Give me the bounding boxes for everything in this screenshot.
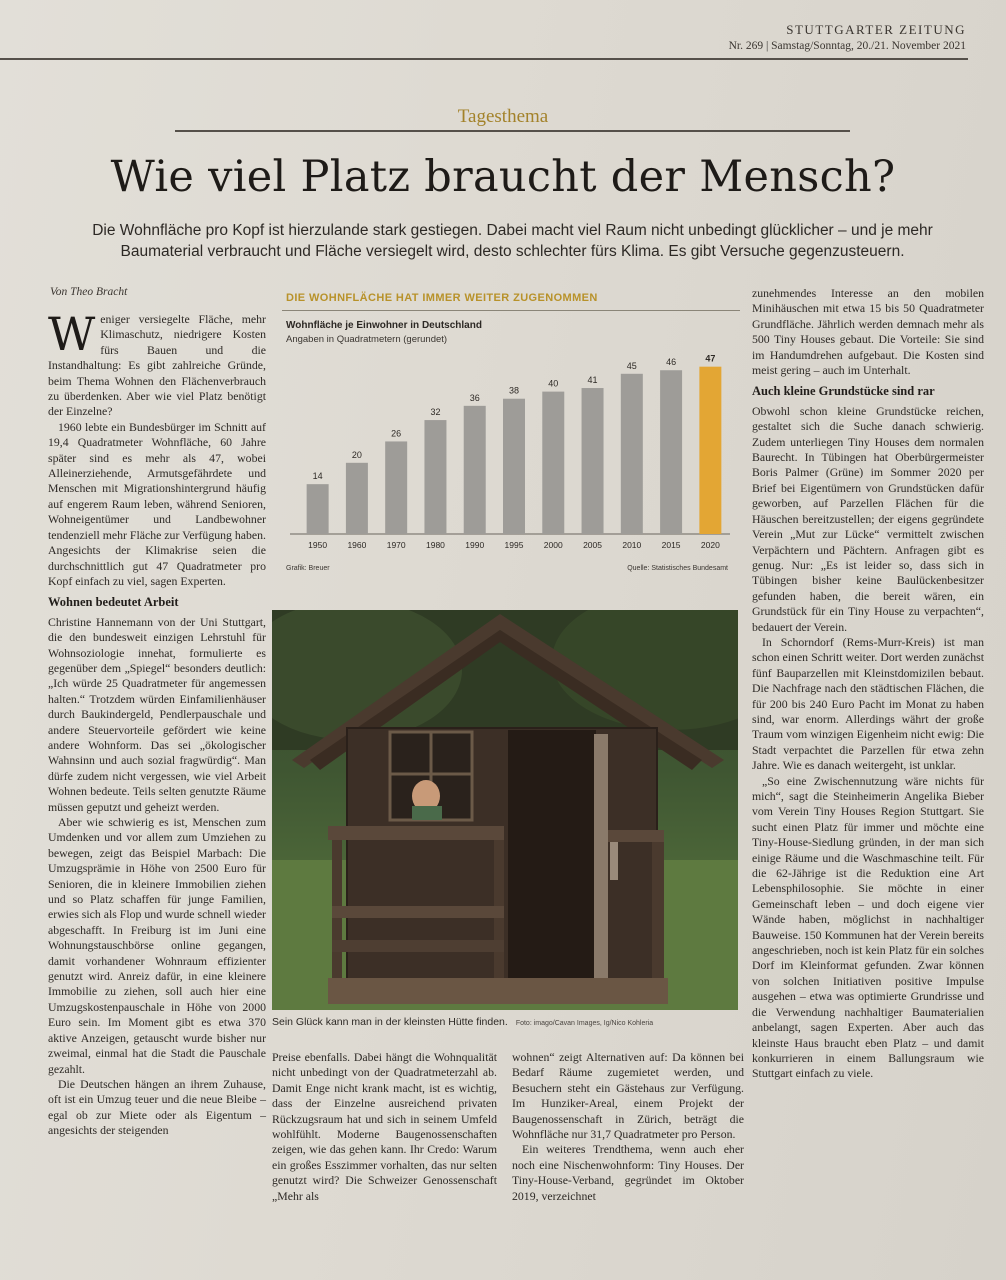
chart-tick-label-2015: 2015: [661, 540, 681, 550]
caption-text: Sein Glück kann man in der kleinsten Hütte finden.: [272, 1016, 508, 1028]
section-kicker: Tagesthema: [457, 106, 549, 127]
chart-bar-2020: [699, 367, 721, 534]
chart-data-label-2005: 41: [587, 375, 598, 386]
chart-data-label-1950: 14: [312, 471, 323, 482]
photo-caption: [272, 1016, 738, 1028]
subheading: Wohnen bedeutet Arbeit: [48, 595, 179, 610]
chart-data-label-1980: 32: [430, 407, 441, 418]
bar-chart: [282, 290, 740, 580]
chart-bar-1960: [346, 463, 368, 534]
paragraph: Obwohl schon kleine Grundstücke reichen, gestaltet sich die Suche danach schwierig. Zudem unterliegen Tiny Houses dem normalen Baurecht. In Tübingen hat Oberbürgermeister Boris Palmer (Grüne) im Sommer 2020 per Brief bei Eigentümern von Grundstücken dafür geworben, auf Parzellen Flächen für die Häuschen bereitzustellen; der eigens gegründete Verein „Mut zur Lücke“ vermittelt zwischen Verpächtern und Pächtern. Anfragen gibt es genug. Nur: „Es ist leider so, dass sich in Tübingen bisher keine Baulückenbesitzer gefunden haben, die bereit wären, ein Grundstück für ein Tiny House zu verpachten“, bedauert der Verein.: [752, 403, 984, 634]
chart-data-label-2015: 46: [666, 357, 677, 368]
chart-tick-label-2010: 2010: [622, 540, 642, 550]
article-column-4: [752, 286, 984, 1082]
paragraph: In Schorndorf (Rems-Murr-Kreis) ist man schon einen Schritt weiter. Dort werden zunächst fünf Bauparzellen mit Kleinstdomizilen bebaut. Die Nachfrage nach den städtischen Flächen, die für 200 bis 240 Euro Pacht im Monat zu haben sind, war enorm. Allerdings währt der große Traum vom winzigen Eigenheim nicht ewig: Die Stadt verpachtet die Parzellen für etwa zehn Jahre. Wie es danach weitergeht, ist unklar.: [752, 634, 984, 773]
paper-name: STUTTGARTER ZEITUNG: [786, 22, 966, 37]
chart-bar-1950: [307, 484, 329, 534]
chart-data-label-2010: 45: [626, 360, 637, 371]
drop-cap: W: [48, 307, 96, 361]
kicker-rule: [175, 130, 850, 132]
playhouse-illustration: [272, 610, 738, 1010]
chart-tick-label-1995: 1995: [504, 540, 524, 550]
headline: Wie viel Platz braucht der Mensch?: [110, 152, 896, 202]
paragraph: Aber wie schwierig es ist, Menschen zum Umdenken und vor allem zum Umziehen zu bewegen, zeigt das Beispiel Marbach: Die Umzugsprämie in Höhe von 2500 Euro für Senioren, die in kleinere Immobilien ziehen und so Platz schaffen für junge Familien, erwies sich als Flop und wurde schnell wieder abgeschafft. In Freiburg ist im Juni eine Wohnungstauschbörse online gegangen, damit vorhandener Wohnraum effizienter genutzt wird. Anreiz dafür, in eine kleinere Immobilie zu ziehen, soll auch hier eine Umzugskostenpauschale in Höhe von 2000 Euro sein. Im Moment gibt es etwa 370 aktive Anzeigen, getauscht wurde bisher nur zweimal, einmal hat die Stadt die Pauschale gezahlt.: [48, 815, 266, 1076]
chart-bar-1990: [464, 406, 486, 534]
chart-tick-label-1960: 1960: [347, 540, 367, 550]
chart-data-label-1990: 36: [469, 392, 480, 403]
chart-bar-2015: [660, 370, 682, 534]
chart-tick-label-2020: 2020: [700, 540, 720, 550]
chart-bar-1980: [424, 420, 446, 534]
chart-data-label-1970: 26: [391, 428, 402, 439]
article-column-1: [48, 307, 266, 1139]
paragraph: wohnen“ zeigt Alternativen auf: Da können bei Bedarf Räume zugemietet werden, und Besuchern steht ein Gästehaus zur Verfügung. Im Hunziker-Areal, einem Projekt der Baugenossenschaft in Zürich, beträgt die Wohnfläche nur 31,7 Quadratmeter pro Person.: [512, 1050, 744, 1142]
paragraph: Preise ebenfalls. Dabei hängt die Wohnqualität nicht unbedingt von der Quadratmeterzahl ab. Damit Enge nicht krank macht, ist es wichtig, dass der Einzelne ausreichend privaten Rückzugsraum hat und sich in seinem Umfeld wohlfühlt. Moderne Baugenossenschaften zeigen, wie das gehen kann. Ihr Credo: Warum ein großes Esszimmer vorhalten, das nur selten genutzt wird? Die Schweizer Genossenschaft „Mehr als: [272, 1050, 497, 1203]
chart-tick-label-2000: 2000: [543, 540, 563, 550]
chart-tick-label-2005: 2005: [583, 540, 603, 550]
byline: Von Theo Bracht: [50, 286, 128, 298]
paragraph: Ein weiteres Trendthema, wenn auch eher noch eine Nischenwohnform: Tiny Houses. Der Tiny-House-Verband, gegründet im Oktober 2019, verzeichnet: [512, 1142, 744, 1203]
chart-data-label-1995: 38: [508, 385, 520, 396]
chart-subtitle: Wohnfläche je Einwohner in Deutschland: [286, 320, 482, 331]
paragraph: zunehmendes Interesse an den mobilen Minihäuschen mit etwa 15 bis 50 Quadratmeter Grundfläche. Jährlich werden demnach mehr als 500 Tiny Houses gebaut. Die Vorteile: Sie sind im Handumdrehen aufgebaut. Die Kosten sind meist gering – auch im Unterhalt.: [752, 286, 984, 378]
chart-tick-label-1980: 1980: [425, 540, 445, 550]
photo-credit: Foto: imago/Cavan Images, Ig/Nico Kohleria: [515, 1020, 654, 1027]
issue-line: Nr. 269 | Samstag/Sonntag, 20./21. November 2021: [728, 40, 966, 52]
standfirst: Die Wohnfläche pro Kopf ist hierzulande stark gestiegen. Dabei macht viel Raum nicht unbedingt glücklicher – und je mehr Baumaterial verbraucht und Fläche versiegelt wird, desto schlechter fürs Klima. Es gibt Versuche gegenzusteuern.: [92, 222, 933, 260]
chart-bar-1995: [503, 399, 525, 534]
article-column-2: [272, 1050, 497, 1204]
chart-tick-label-1970: 1970: [386, 540, 406, 550]
chart-tick-label-1990: 1990: [465, 540, 485, 550]
chart-bar-2010: [621, 374, 643, 534]
paragraph: Die Deutschen hängen an ihrem Zuhause, oft ist ein Umzug teuer und die neue Bleibe – egal ob zur Miete oder als Eigentum – angesichts der steigenden: [48, 1076, 266, 1138]
masthead: [729, 22, 966, 52]
chart-bar-2000: [542, 392, 564, 534]
chart-bar-2005: [582, 388, 604, 534]
top-rule: [0, 58, 968, 60]
paragraph: „So eine Zwischennutzung wäre nichts für mich“, sagt die Steinheimerin Angelika Bieber vom Verein Tiny Houses Region Stuttgart. Sie sucht einen Platz für immer und möchte eine Tiny-House-Siedlung gründen, in der man sich einige Räume und die Waschmaschine teilt. Für die 62-Jährige ist die Reduktion eine Art Lebensphilosophie. Sie möchte in einer Gemeinschaft leben – und doch eigene vier Wände haben, möglichst in nachhaltiger Bauweise. 150 Kommunen hat der Verein bereits angeschrieben, noch ist kein Platz für ein solches Dorf im Kleinformat gefunden. Zwar können von solchen Initiativen positive Impulse ausgehen – etwa was optimierte Grundrisse und die Verwendung nachhaltiger Baumaterialien anbelangt, sagen Experten. Aber auch das kleinste Haus braucht eben Platz – und damit konkurrieren in einem Ballungsraum wie Stuttgart einfach zu viele.: [752, 773, 984, 1081]
article-column-3: [512, 1050, 744, 1204]
chart-credit: Grafik: Breuer: [286, 565, 330, 572]
chart-data-label-1960: 20: [351, 449, 362, 460]
chart-bar-1970: [385, 441, 407, 534]
paragraph: eniger versiegelte Fläche, mehr Klimaschutz, niedrigere Kosten fürs Bauen und die Instandhaltung: Es gibt zahlreiche Gründe, beim Thema Wohnen den Flächenverbrauch zu überdenken. Aber wie viel Platz benötigt der Einzelne?: [48, 312, 266, 419]
tiny-house-photo: [272, 610, 738, 1010]
paragraph: Christine Hannemann von der Uni Stuttgart, die den bundesweit einzigen Lehrstuhl für Wohnsoziologie innehat, formulierte es gegenüber dem „Spiegel“ besonders deutlich: „Ich würde 25 Quadratmeter für angemessen halten.“ Trotzdem würden Einfamilienhäuser durch Baukindergeld, Pendlerpauschale und andere Steuervorteile gefördert wie keine andere Wohnform. Das sei „ökologischer Wahnsinn und auch sozial fragwürdig“. Man dürfe zudem nicht vergessen, wie viel Arbeit Wohnen bedeute. Teils selten genutzte Räume müssen geputzt und geheizt werden.: [48, 614, 266, 814]
chart-plot: [282, 290, 740, 580]
subheading: Auch kleine Grundstücke sind rar: [752, 384, 935, 399]
chart-data-label-2000: 40: [548, 378, 559, 389]
chart-unit-note: Angaben in Quadratmetern (gerundet): [286, 334, 448, 345]
chart-data-label-2020: 47: [705, 353, 716, 364]
chart-heading: DIE WOHNFLÄCHE HAT IMMER WEITER ZUGENOMMEN: [286, 292, 598, 304]
chart-tick-label-1950: 1950: [308, 540, 328, 550]
paragraph: 1960 lebte ein Bundesbürger im Schnitt auf 19,4 Quadratmeter Wohnfläche, 60 Jahre später sind es mehr als 47, wobei Alleinerziehende, Armutsgefährdete und Menschen mit Migrationshintergrund häufig auf engerem Raum leben, während Senioren, Wohneigentümer und Landbewohner tendenziell mehr Fläche zur Verfügung haben. Angesichts der Klimakrise seien die durchschnittlich gut 47 Quadratmeter pro Kopf einfach zu viel, sagen Experten.: [48, 419, 266, 588]
chart-source: Quelle: Statistisches Bundesamt: [627, 565, 728, 572]
